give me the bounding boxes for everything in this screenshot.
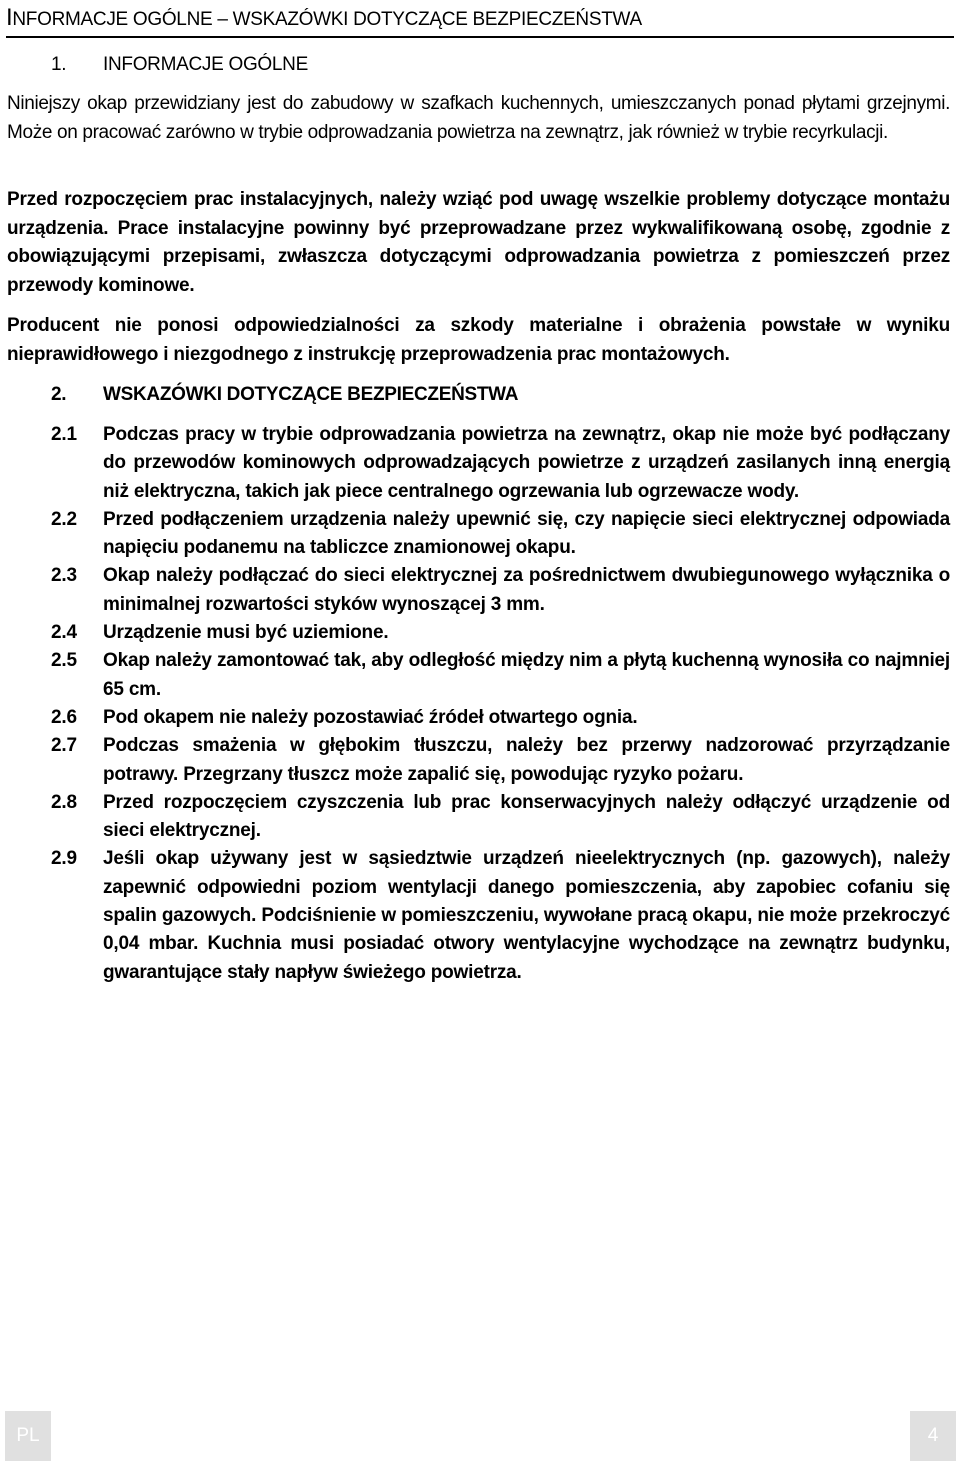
footer-language-badge: PL (5, 1411, 51, 1461)
safety-item-number: 2.1 (51, 424, 77, 445)
safety-item-text: Okap należy podłączać do sieci elektrycznej za pośrednictwem dwubiegunowego wyłącznika o minimalnej rozwartości styków wynoszącej 3 mm. (103, 565, 950, 615)
footer-page-number: 4 (910, 1411, 956, 1461)
safety-item (51, 732, 950, 789)
safety-item-text: Jeśli okap używany jest w sąsiedztwie urządzeń nieelektrycznych (np. gazowych), należy zapewnić odpowiedni poziom wentylacji danego pomieszczenia, aby zapobiec cofaniu się spalin gazowych. Podciśnienie w pomieszczeniu, wywołane pracą okapu, nie może przekroczyć 0,04 mbar. Kuchnia musi posiadać otwory wentylacyjne wychodzące na zewnątrz budynku, gwarantujące stały napływ świeżego powietrza. (103, 848, 950, 983)
safety-item-number: 2.4 (51, 622, 77, 644)
safety-item-number: 2.7 (51, 735, 77, 757)
section-1-heading (51, 52, 308, 78)
safety-instructions-list (51, 421, 950, 987)
header-title-rest: NFORMACJE OGÓLNE – WSKAZÓWKI DOTYCZĄCE BEZPIECZEŃSTWA (12, 9, 642, 30)
intro-paragraph: Niniejszy okap przewidziany jest do zabudowy w szafkach kuchennych, umieszczanych ponad płytami grzejnymi. Może on pracować zarówno w trybie odprowadzania powietrza na zewnątrz, jak również w trybie recyrkulacji. (7, 93, 950, 143)
safety-item (51, 647, 950, 704)
section-1-title: INFORMACJE OGÓLNE (103, 54, 308, 75)
safety-item (51, 421, 950, 506)
installation-paragraph: Przed rozpoczęciem prac instalacyjnych, należy wziąć pod uwagę wszelkie problemy dotyczące montażu urządzenia. Prace instalacyjne powinny być przeprowadzane przez wykwalifikowaną osobę, zgodnie z obowiązującymi przepisami, zwłaszcza dotyczącymi odprowadzania powietrza z pomieszczeń przez przewody kominowe. (7, 189, 950, 296)
safety-item-number: 2.5 (51, 650, 77, 672)
safety-item-number: 2.8 (51, 791, 77, 813)
safety-item (51, 704, 950, 732)
header-first-letter: I (6, 4, 13, 31)
section-1-number: 1. (51, 54, 67, 75)
safety-item-text: Podczas smażenia w głębokim tłuszczu, należy bez przerwy nadzorować przyrządzanie potrawy. Przegrzany tłuszcz może zapalić się, powodując ryzyko pożaru. (103, 735, 950, 785)
safety-item (51, 562, 950, 619)
safety-item-text: Przed podłączeniem urządzenia należy upewnić się, czy napięcie sieci elektrycznej odpowiada napięciu podanemu na tabliczce znamionowej okapu. (103, 508, 950, 559)
section-2-title: WSKAZÓWKI DOTYCZĄCE BEZPIECZEŃSTWA (103, 384, 519, 405)
safety-item-text: Urządzenie musi być uziemione. (103, 622, 389, 644)
safety-item-number: 2.2 (51, 508, 77, 530)
safety-item-number: 2.6 (51, 706, 77, 728)
safety-item-text: Przed rozpoczęciem czyszczenia lub prac konserwacyjnych należy odłączyć urządzenie od sieci elektrycznej. (103, 791, 950, 842)
safety-item (51, 789, 950, 846)
section-2-heading (51, 382, 518, 408)
safety-item (51, 845, 950, 986)
section-2-number: 2. (51, 384, 67, 405)
safety-item-text: Podczas pracy w trybie odprowadzania powietrza na zewnątrz, okap nie może być podłączany do przewodów kominowych odprowadzających powietrze z urządzeń zasilanych inną energią niż elektryczna, takich jak piece centralnego ogrzewania lub ogrzewacze wody. (103, 424, 950, 502)
safety-item (51, 506, 950, 563)
safety-item-text: Pod okapem nie należy pozostawiać źródeł otwartego ognia. (103, 706, 638, 728)
safety-item-number: 2.3 (51, 565, 77, 587)
safety-item (51, 619, 950, 647)
safety-item-number: 2.9 (51, 848, 77, 870)
safety-item-text: Okap należy zamontować tak, aby odległość między nim a płytą kuchenną wynosiła co najmniej 65 cm. (103, 650, 950, 700)
page-header-title (6, 4, 954, 38)
liability-paragraph: Producent nie ponosi odpowiedzialności za szkody materialne i obrażenia powstałe w wyniku nieprawidłowego i niezgodnego z instrukcję przeprowadzenia prac montażowych. (7, 315, 950, 365)
